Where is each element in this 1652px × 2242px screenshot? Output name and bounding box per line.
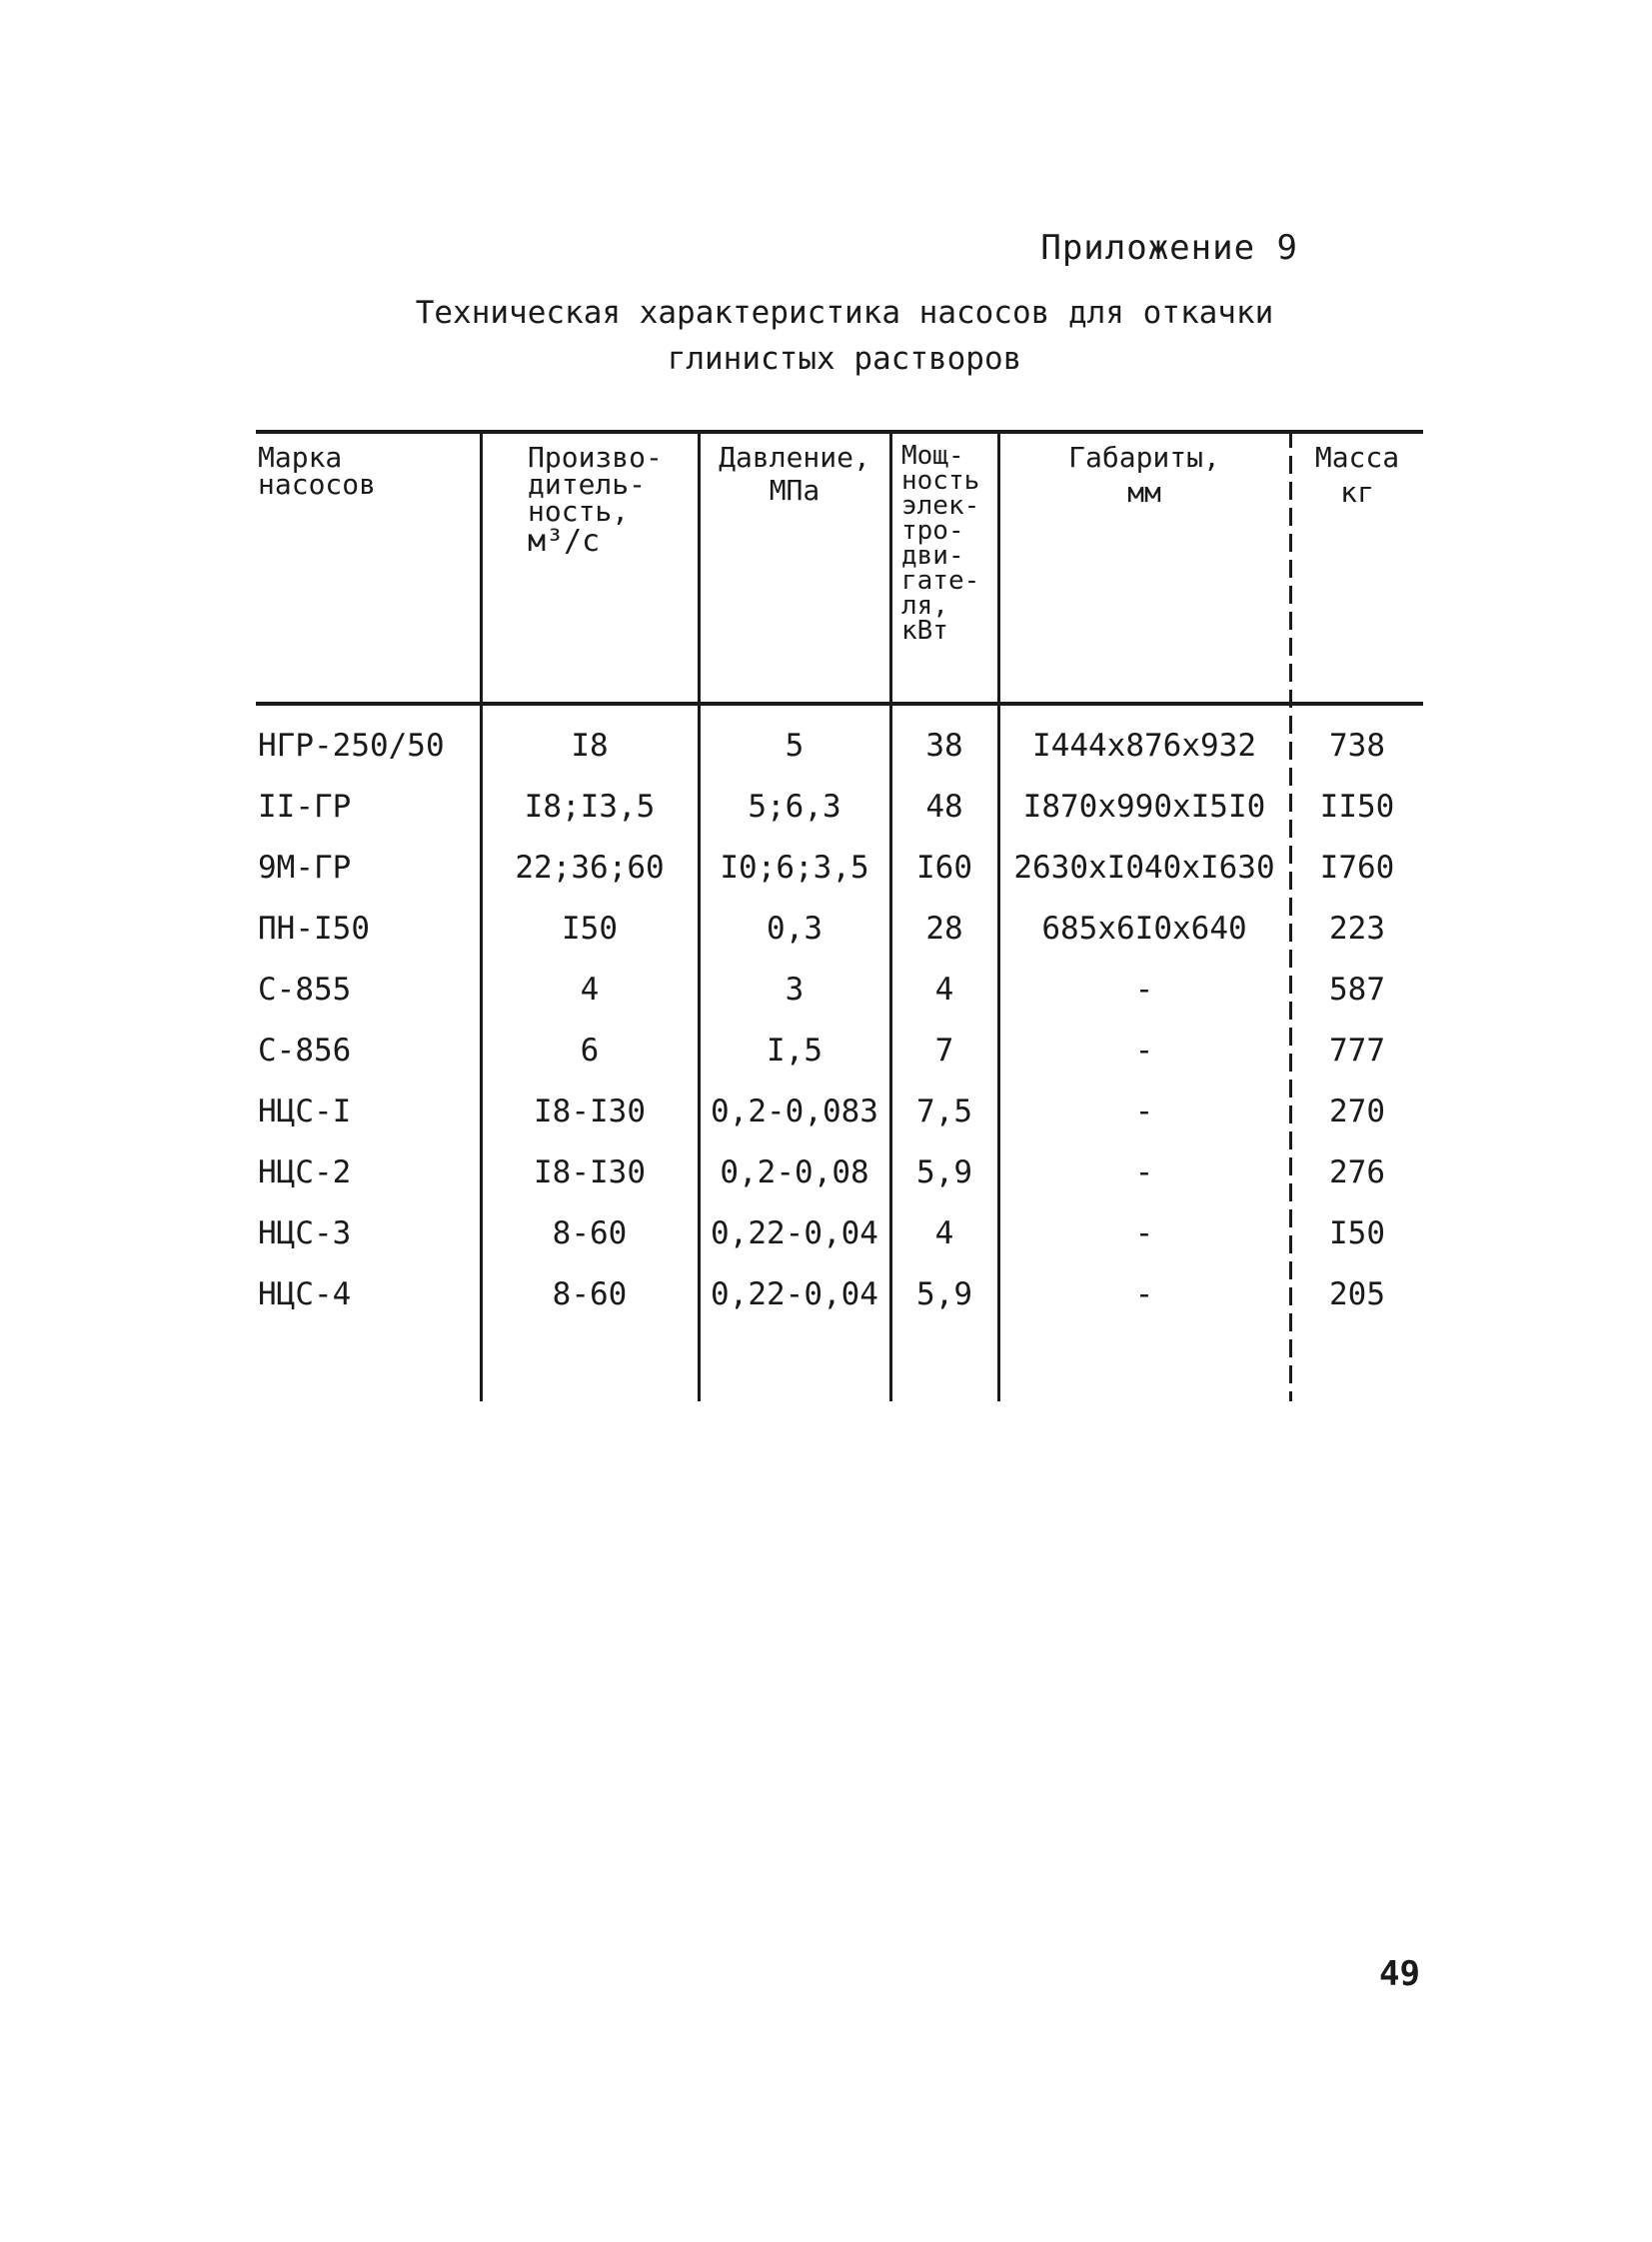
cell-productivity: I8-I30 (534, 1094, 646, 1129)
cell-mass: 270 (1329, 1094, 1385, 1129)
cell-brand: НЦС-2 (258, 1154, 352, 1190)
cell-pressure: 0,22-0,04 (711, 1276, 878, 1312)
cell-power: 4 (934, 972, 954, 1008)
cell-pressure: 5 (785, 728, 805, 764)
cell-brand: НГР-250/50 (258, 728, 445, 764)
cell-pressure: I,5 (767, 1033, 823, 1069)
table-row (256, 1203, 1423, 1263)
cell-dimensions: - (1134, 1154, 1154, 1190)
appendix-label: Приложение 9 (1040, 228, 1298, 268)
cell-dimensions: - (1134, 1215, 1154, 1251)
header-power: Мощ- ность элек- тро- дви- гате- ля, кВт (901, 441, 980, 646)
cell-mass: 587 (1329, 972, 1385, 1008)
cell-brand: II-ГР (258, 789, 352, 825)
cell-power: 5,9 (916, 1154, 972, 1190)
cell-mass: 223 (1329, 911, 1385, 947)
header-dimensions: Габариты, мм (1068, 441, 1220, 509)
cell-power: 38 (925, 728, 963, 764)
table-header-rule (256, 702, 1423, 706)
cell-brand: ПН-I50 (258, 911, 370, 947)
pump-specs-table (256, 430, 1423, 1401)
cell-productivity: I50 (562, 911, 618, 947)
cell-productivity: 4 (580, 972, 600, 1008)
cell-dimensions: 2630xI040xI630 (1013, 850, 1275, 886)
title-line-2: глинистых растворов (667, 341, 1022, 377)
cell-power: 7,5 (916, 1094, 972, 1129)
cell-power: 7 (934, 1033, 954, 1069)
page-number: 49 (1379, 1954, 1420, 1994)
cell-mass: 777 (1329, 1033, 1385, 1069)
cell-power: 48 (925, 789, 963, 825)
table-row (256, 899, 1423, 959)
cell-brand: С-855 (258, 972, 352, 1008)
cell-dimensions: I870x990xI5I0 (1022, 789, 1266, 825)
cell-productivity: I8 (571, 728, 609, 764)
cell-dimensions: - (1134, 972, 1154, 1008)
cell-dimensions: - (1134, 1033, 1154, 1069)
cell-mass: 205 (1329, 1276, 1385, 1312)
cell-dimensions: - (1134, 1094, 1154, 1129)
cell-mass: I760 (1319, 850, 1395, 886)
cell-mass: 276 (1329, 1154, 1385, 1190)
cell-pressure: 3 (785, 972, 805, 1008)
cell-power: I60 (916, 850, 972, 886)
table-row (256, 1021, 1423, 1081)
cell-dimensions: I444x876x932 (1032, 728, 1256, 764)
cell-pressure: 0,2-0,08 (720, 1154, 869, 1190)
cell-brand: 9М-ГР (258, 850, 352, 886)
cell-mass: I50 (1329, 1215, 1385, 1251)
table-row (256, 716, 1423, 776)
cell-productivity: I8;I3,5 (524, 789, 656, 825)
cell-brand: НЦС-3 (258, 1215, 352, 1251)
cell-brand: НЦС-I (258, 1094, 352, 1129)
cell-pressure: 0,22-0,04 (711, 1215, 878, 1251)
cell-power: 5,9 (916, 1276, 972, 1312)
cell-mass: 738 (1329, 728, 1385, 764)
cell-productivity: 22;36;60 (515, 850, 665, 886)
cell-mass: II50 (1319, 789, 1395, 825)
cell-pressure: 0,2-0,083 (711, 1094, 878, 1129)
table-row (256, 1142, 1423, 1202)
cell-productivity: 8-60 (552, 1215, 628, 1251)
table-top-rule (256, 430, 1423, 434)
document-title (0, 290, 1652, 382)
cell-power: 28 (925, 911, 963, 947)
header-mass: Масса кг (1314, 441, 1400, 509)
cell-dimensions: - (1134, 1276, 1154, 1312)
cell-pressure: I0;6;3,5 (720, 850, 869, 886)
title-line-1: Техническая характеристика насосов для откачки (415, 295, 1274, 331)
table-row (256, 1264, 1423, 1324)
table-row (256, 960, 1423, 1020)
cell-pressure: 0,3 (767, 911, 823, 947)
header-pressure: Давление, МПа (719, 441, 870, 507)
cell-productivity: 6 (580, 1033, 600, 1069)
cell-productivity: 8-60 (552, 1276, 628, 1312)
cell-power: 4 (934, 1215, 954, 1251)
cell-pressure: 5;6,3 (748, 789, 841, 825)
cell-productivity: I8-I30 (534, 1154, 646, 1190)
table-row (256, 838, 1423, 898)
table-row (256, 1082, 1423, 1141)
cell-brand: С-856 (258, 1033, 352, 1069)
cell-brand: НЦС-4 (258, 1276, 352, 1312)
table-row (256, 777, 1423, 837)
cell-dimensions: 685x6I0x640 (1041, 911, 1247, 947)
header-productivity: Произво- дитель- ность, м³/с (528, 441, 663, 559)
header-brand: Марка насосов (258, 441, 377, 501)
